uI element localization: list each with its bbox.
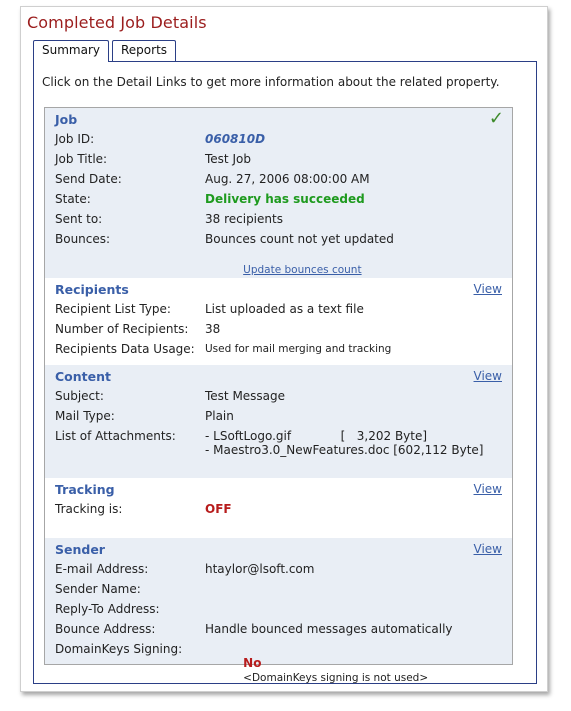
- send-date-value: Aug. 27, 2006 08:00:00 AM: [205, 172, 370, 186]
- domainkeys-note: <DomainKeys signing is not used>: [243, 672, 429, 684]
- details-box: [44, 107, 513, 684]
- update-bounces-link[interactable]: Update bounces count: [243, 264, 362, 276]
- email-label: E-mail Address:: [55, 562, 149, 576]
- sender-heading: Sender: [55, 542, 105, 557]
- data-usage-value: Used for mail merging and tracking: [205, 343, 392, 355]
- sent-to-label: Sent to:: [55, 212, 103, 226]
- summary-panel: [33, 61, 537, 684]
- list-type-label: Recipient List Type:: [55, 302, 171, 316]
- job-id-label: Job ID:: [55, 132, 95, 146]
- job-id-value: 060810D: [205, 132, 266, 146]
- attachments-label: List of Attachments:: [55, 429, 176, 443]
- subject-value: Test Message: [205, 389, 286, 403]
- bounces-label: Bounces:: [55, 232, 111, 246]
- job-heading: Job: [55, 112, 78, 127]
- attachment-item: - Maestro3.0_NewFeatures.doc [602,112 Byte]: [205, 443, 484, 457]
- sender-section: [45, 538, 512, 684]
- content-view-link[interactable]: View: [473, 369, 502, 383]
- job-title-label: Job Title:: [55, 152, 108, 166]
- tab-reports[interactable]: Reports: [112, 40, 176, 61]
- bounce-address-label: Bounce Address:: [55, 622, 156, 636]
- state-value: Delivery has succeeded: [205, 192, 365, 206]
- recipients-view-link[interactable]: View: [473, 282, 502, 296]
- domainkeys-status: No: [243, 656, 262, 670]
- bounces-value: Bounces count not yet updated: [205, 232, 394, 246]
- recipients-count-label: Number of Recipients:: [55, 322, 189, 336]
- checkmark-icon: ✓: [488, 108, 504, 129]
- page-title: Completed Job Details: [27, 13, 207, 32]
- data-usage-label: Recipients Data Usage:: [55, 342, 195, 356]
- recipients-count-value: 38: [205, 322, 221, 336]
- recipients-section: [45, 278, 512, 365]
- domainkeys-label: DomainKeys Signing:: [55, 642, 183, 656]
- job-title-value: Test Job: [205, 152, 251, 166]
- tracking-view-link[interactable]: View: [473, 482, 502, 496]
- bounce-address-value: Handle bounced messages automatically: [205, 622, 453, 636]
- domainkeys-value: [205, 642, 428, 698]
- email-value: htaylor@lsoft.com: [205, 562, 315, 576]
- job-section: [45, 108, 512, 278]
- subject-label: Subject:: [55, 389, 104, 403]
- content-section: [45, 365, 512, 478]
- tracking-label: Tracking is:: [55, 502, 123, 516]
- tracking-section: [45, 478, 512, 538]
- attachment-item: - LSoftLogo.gif [ 3,202 Byte]: [205, 429, 428, 443]
- recipients-heading: Recipients: [55, 282, 129, 297]
- sent-to-value: 38 recipients: [205, 212, 283, 226]
- tracking-heading: Tracking: [55, 482, 115, 497]
- mail-type-value: Plain: [205, 409, 234, 423]
- content-heading: Content: [55, 369, 111, 384]
- sender-name-label: Sender Name:: [55, 582, 141, 596]
- send-date-label: Send Date:: [55, 172, 122, 186]
- intro-text: Click on the Detail Links to get more information about the related property.: [42, 75, 500, 89]
- reply-to-label: Reply-To Address:: [55, 602, 160, 616]
- sender-view-link[interactable]: View: [473, 542, 502, 556]
- list-type-value: List uploaded as a text file: [205, 302, 364, 316]
- state-label: State:: [55, 192, 91, 206]
- mail-type-label: Mail Type:: [55, 409, 115, 423]
- job-details-window: [20, 6, 548, 692]
- tab-summary[interactable]: Summary: [33, 40, 109, 62]
- tracking-value: OFF: [205, 502, 232, 516]
- tab-bar: [33, 40, 179, 62]
